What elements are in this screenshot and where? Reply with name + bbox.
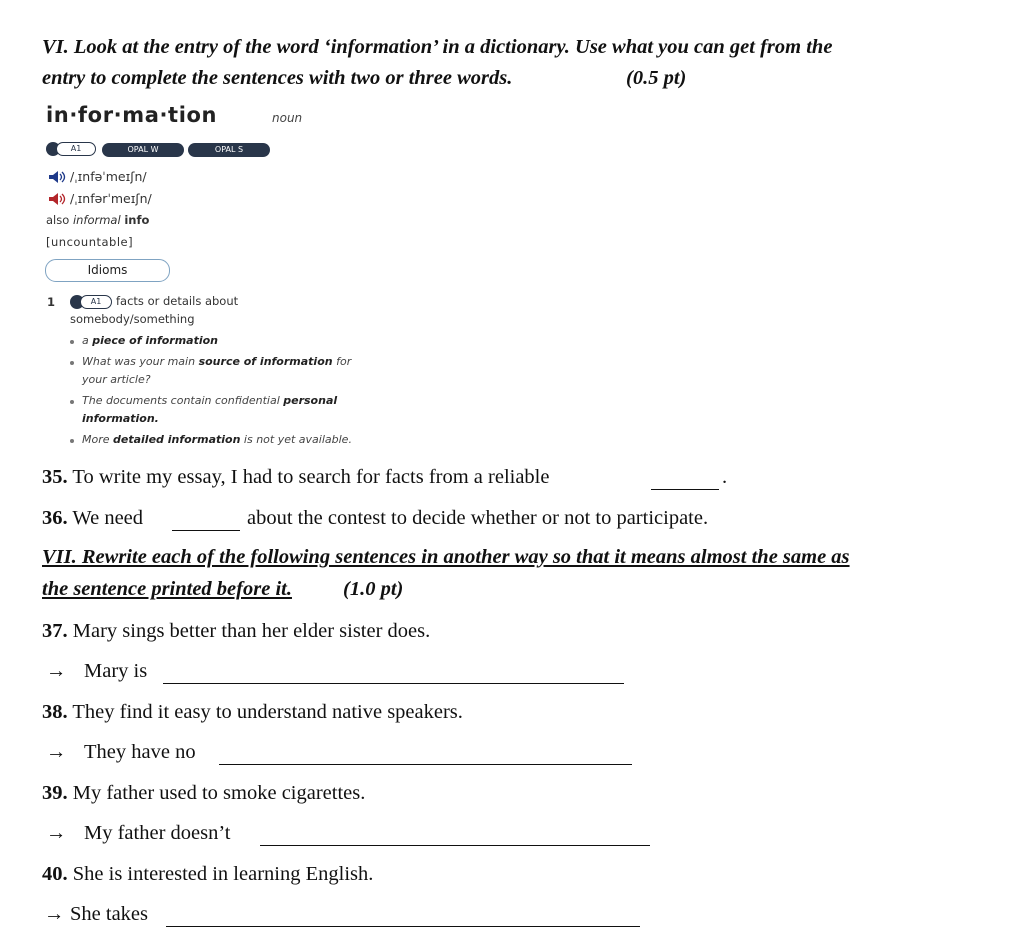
bullet (70, 400, 74, 404)
section-6-heading-line1: VI. Look at the entry of the word ‘information’ in a dictionary. Use what you can get from the (42, 36, 833, 58)
section-6-points: (0.5 pt) (626, 67, 687, 89)
definition-line2: somebody/something (70, 312, 195, 326)
prompt-40: She takes (70, 903, 148, 925)
also-label: also (46, 213, 70, 227)
variant-word: info (124, 213, 150, 227)
bullet (70, 439, 74, 443)
example-2: What was your main source of information for (82, 355, 352, 368)
question-40: 40. She is interested in learning English. (42, 863, 374, 885)
informal-label: informal (72, 213, 121, 227)
question-39: 39. My father used to smoke cigarettes. (42, 782, 366, 804)
example-3: The documents contain confidential personal (82, 394, 338, 407)
answer-line-37[interactable] (163, 683, 624, 684)
arrow-icon: → (46, 660, 67, 682)
opal-s-badge: OPAL S (188, 143, 270, 157)
section-6-heading-line2: entry to complete the sentences with two or three words. (42, 67, 513, 89)
section-7-heading-line2: the sentence printed before it. (42, 578, 292, 600)
answer-line-40[interactable] (166, 926, 640, 927)
prompt-37: Mary is (84, 660, 148, 682)
example-1: a piece of information (82, 334, 219, 347)
question-38: 38. They find it easy to understand native speakers. (42, 701, 463, 723)
prompt-39: My father doesn’t (84, 822, 231, 844)
arrow-icon: → (44, 903, 65, 925)
part-of-speech: noun (272, 111, 303, 125)
definition-line1: facts or details about (116, 294, 239, 308)
answer-blank-35[interactable] (651, 489, 719, 490)
question-36-rest: about the contest to decide whether or not to participate. (247, 507, 709, 529)
opal-w-badge: OPAL W (102, 143, 184, 157)
headword: in·for·ma·tion (46, 103, 218, 127)
example-4: More detailed information is not yet available. (82, 433, 352, 446)
pronunciation-uk: /ˌɪnfəˈmeɪʃn/ (70, 169, 147, 184)
question-35: 35. To write my essay, I had to search for facts from a reliable (42, 466, 550, 488)
speaker-uk-icon[interactable] (48, 170, 68, 184)
arrow-icon: → (46, 822, 67, 844)
bullet (70, 361, 74, 365)
pronunciation-us: /ˌɪnfərˈmeɪʃn/ (70, 191, 152, 206)
speaker-us-icon[interactable] (48, 192, 68, 206)
variant-line (46, 213, 149, 227)
answer-blank-36[interactable] (172, 530, 240, 531)
section-7-heading-line1: VII. Rewrite each of the following sentences in another way so that it means almost the same as (42, 546, 850, 568)
question-37: 37. Mary sings better than her elder sister does. (42, 620, 431, 642)
sense-number: 1 (47, 295, 56, 309)
sense-level-badge: A1 (80, 295, 112, 309)
example-2-line2: your article? (82, 373, 151, 386)
section-7-points: (1.0 pt) (343, 578, 404, 600)
bullet (70, 340, 74, 344)
question-35-end: . (722, 466, 728, 488)
arrow-icon: → (46, 741, 67, 763)
idioms-button[interactable]: Idioms (45, 259, 170, 282)
answer-line-39[interactable] (260, 845, 650, 846)
grammar-label: [uncountable] (46, 235, 134, 249)
level-badge: A1 (56, 142, 96, 156)
prompt-38: They have no (84, 741, 196, 763)
answer-line-38[interactable] (219, 764, 632, 765)
question-36: 36. We need (42, 507, 144, 529)
example-3-line2: information. (82, 412, 159, 425)
